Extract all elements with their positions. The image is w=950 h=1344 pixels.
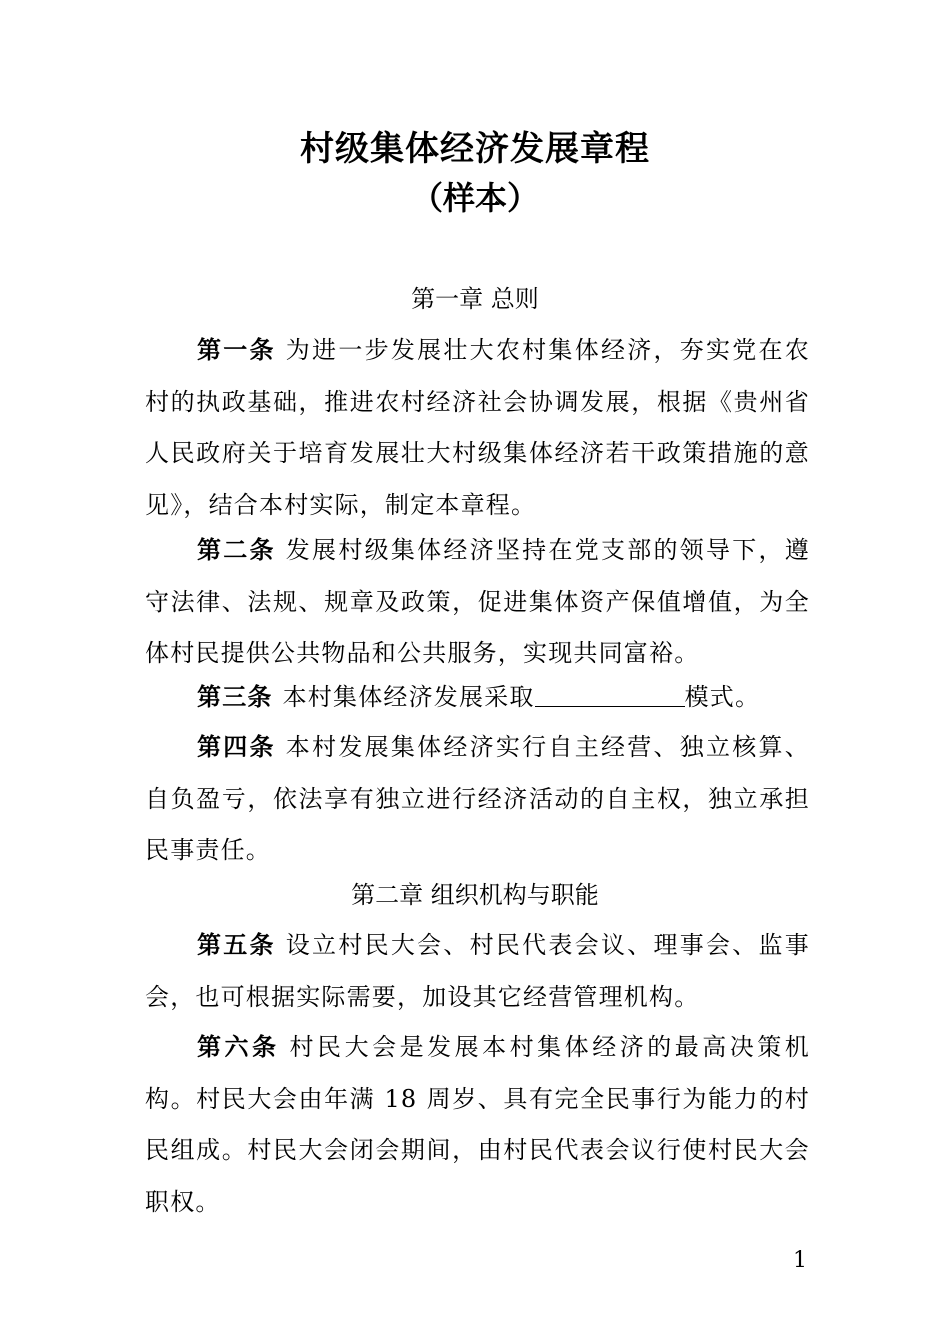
article-text: 设立村民大会、村民代表会议、理事会、监事会，也可根据实际需要，加设其它经营管理机构。: [145, 931, 810, 1011]
article-text: 村民大会是发展本村集体经济的最高决策机构。村民大会由年满 18 周岁、具有完全民事行为能力的村民组成。村民大会闭会期间，由村民代表会议行使村民大会职权。: [145, 1033, 810, 1216]
page-number: 1: [793, 1248, 807, 1273]
chapter-heading-2: 第二章 组织机构与职能: [351, 881, 599, 909]
article-label: 第六条: [197, 1033, 280, 1061]
article-text: 本村集体经济发展采取: [282, 683, 535, 711]
article-1: [145, 325, 810, 531]
document-title: 村级集体经济发展章程: [300, 129, 650, 169]
document-subtitle: （样本）: [410, 179, 539, 217]
article-text-after: 模式。: [684, 683, 761, 711]
article-text: 本村发展集体经济实行自主经营、独立核算、自负盈亏，依法享有独立进行经济活动的自主权，独立承担民事责任。: [145, 733, 810, 864]
article-2: [145, 525, 810, 680]
article-label: 第二条: [197, 536, 276, 564]
article-text: 发展村级集体经济坚持在党支部的领导下，遵守法律、法规、规章及政策，促进集体资产保值增值，为全体村民提供公共物品和公共服务，实现共同富裕。: [145, 536, 810, 667]
article-label: 第三条: [197, 683, 273, 711]
chapter-heading-1: 第一章 总则: [411, 285, 539, 313]
article-label: 第一条: [197, 336, 276, 364]
article-3: [145, 672, 810, 724]
article-label: 第四条: [197, 733, 276, 761]
fill-in-blank: [535, 684, 685, 707]
article-5: [145, 920, 810, 1023]
article-4: [145, 722, 810, 877]
article-label: 第五条: [197, 931, 276, 959]
article-text: 为进一步发展壮大农村集体经济，夯实党在农村的执政基础，推进农村经济社会协调发展，根据《贵州省人民政府关于培育发展壮大村级集体经济若干政策措施的意见》，结合本村实际，制定本章程。: [145, 336, 810, 519]
article-6: [145, 1022, 810, 1228]
